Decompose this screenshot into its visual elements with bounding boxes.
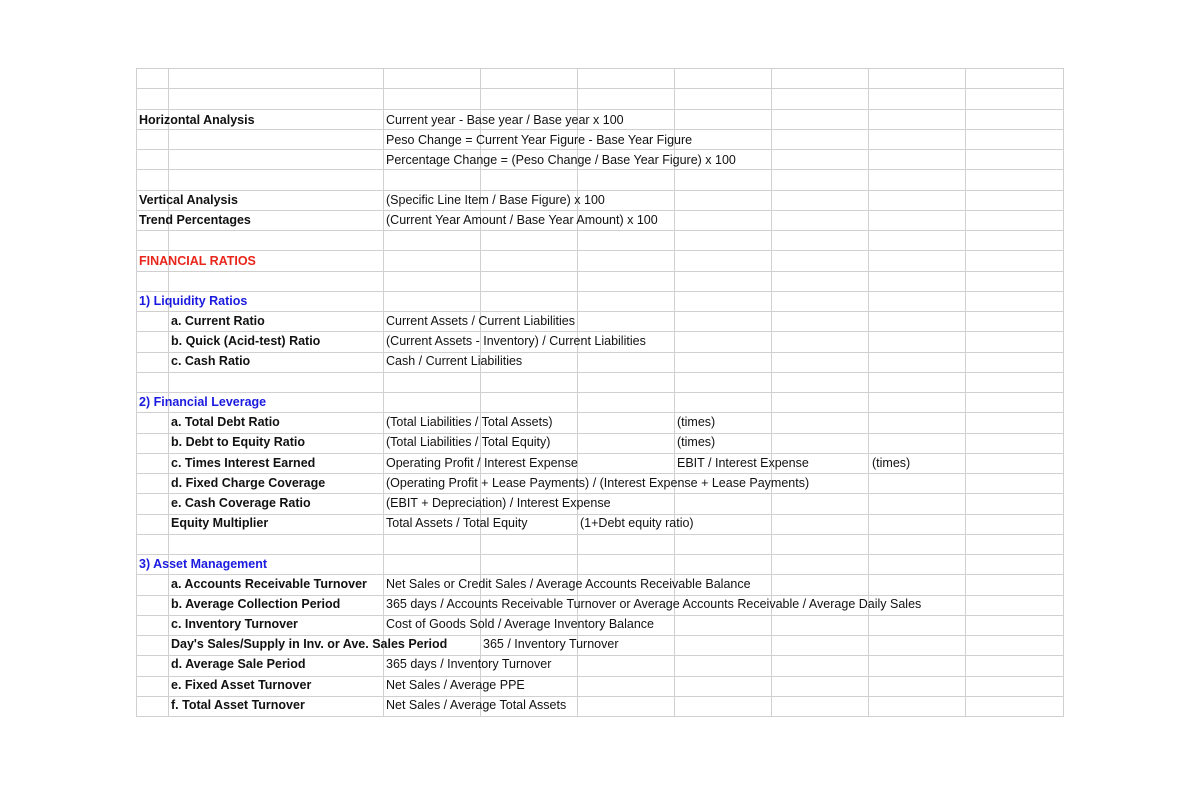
debt-equity-ratio-label: b. Debt to Equity Ratio	[171, 435, 306, 449]
grid-column-line	[771, 68, 772, 716]
grid-row-line	[136, 230, 1064, 231]
avg-collection-period-formula: 365 days / Accounts Receivable Turnover or Average Accounts Receivable / Average Daily Sales	[386, 597, 922, 611]
inventory-turnover-formula: Cost of Goods Sold / Average Inventory Balance	[386, 617, 654, 631]
vertical-analysis-formula: (Specific Line Item / Base Figure) x 100	[386, 193, 605, 207]
total-asset-turnover-label: f. Total Asset Turnover	[171, 698, 305, 712]
fixed-asset-turnover-label: e. Fixed Asset Turnover	[171, 678, 312, 692]
times-interest-earned-label: c. Times Interest Earned	[171, 456, 316, 470]
equity-multiplier-label: Equity Multiplier	[171, 516, 269, 530]
vertical-analysis-label: Vertical Analysis	[139, 193, 238, 207]
total-debt-ratio-label: a. Total Debt Ratio	[171, 415, 280, 429]
liquidity-ratios-title: 1) Liquidity Ratios	[139, 294, 248, 308]
grid-column-line	[965, 68, 966, 716]
grid-row-line	[136, 352, 1064, 353]
fixed-asset-turnover-formula: Net Sales / Average PPE	[386, 678, 525, 692]
peso-change-formula: Peso Change = Current Year Figure - Base Year Figure	[386, 133, 693, 147]
times-interest-earned-unit: (times)	[872, 456, 911, 470]
grid-row-line	[136, 88, 1064, 89]
grid-row-line	[136, 250, 1064, 251]
fixed-charge-coverage-label: d. Fixed Charge Coverage	[171, 476, 326, 490]
cash-ratio-formula: Cash / Current Liabilities	[386, 354, 523, 368]
grid-row-line	[136, 392, 1064, 393]
avg-sale-period-formula: 365 days / Inventory Turnover	[386, 657, 552, 671]
equity-multiplier-alt: (1+Debt equity ratio)	[580, 516, 694, 530]
quick-ratio-formula: (Current Assets - Inventory) / Current Liabilities	[386, 334, 646, 348]
asset-management-title: 3) Asset Management	[139, 557, 268, 571]
percentage-change-formula: Percentage Change = (Peso Change / Base Year Figure) x 100	[386, 153, 736, 167]
times-interest-earned-formula: Operating Profit / Interest Expense	[386, 456, 578, 470]
days-sales-label: Day's Sales/Supply in Inv. or Ave. Sales Period	[171, 637, 448, 651]
cash-coverage-ratio-formula: (EBIT + Depreciation) / Interest Expense	[386, 496, 611, 510]
cash-ratio-label: c. Cash Ratio	[171, 354, 251, 368]
grid-row-line	[136, 311, 1064, 312]
quick-ratio-label: b. Quick (Acid-test) Ratio	[171, 334, 321, 348]
days-sales-formula: 365 / Inventory Turnover	[483, 637, 619, 651]
grid-row-line	[136, 554, 1064, 555]
total-debt-ratio-unit: (times)	[677, 415, 716, 429]
times-interest-earned-alt: EBIT / Interest Expense	[677, 456, 809, 470]
horizontal-analysis-formula: Current year - Base year / Base year x 100	[386, 113, 624, 127]
grid-row-line	[136, 291, 1064, 292]
total-asset-turnover-formula: Net Sales / Average Total Assets	[386, 698, 567, 712]
grid-row-line	[136, 716, 1064, 717]
grid-column-line	[1063, 68, 1064, 716]
ar-turnover-label: a. Accounts Receivable Turnover	[171, 577, 367, 591]
financial-leverage-title: 2) Financial Leverage	[139, 395, 267, 409]
debt-equity-ratio-formula: (Total Liabilities / Total Equity)	[386, 435, 551, 449]
grid-row-line	[136, 534, 1064, 535]
current-ratio-label: a. Current Ratio	[171, 314, 265, 328]
avg-collection-period-label: b. Average Collection Period	[171, 597, 341, 611]
debt-equity-ratio-unit: (times)	[677, 435, 716, 449]
ar-turnover-formula: Net Sales or Credit Sales / Average Accounts Receivable Balance	[386, 577, 751, 591]
grid-row-line	[136, 372, 1064, 373]
spreadsheet-grid	[136, 68, 1064, 716]
grid-row-line	[136, 271, 1064, 272]
grid-row-line	[136, 68, 1064, 69]
total-debt-ratio-formula: (Total Liabilities / Total Assets)	[386, 415, 553, 429]
avg-sale-period-label: d. Average Sale Period	[171, 657, 306, 671]
equity-multiplier-formula: Total Assets / Total Equity	[386, 516, 528, 530]
trend-percentages-label: Trend Percentages	[139, 213, 251, 227]
horizontal-analysis-label: Horizontal Analysis	[139, 113, 255, 127]
financial-ratios-title: FINANCIAL RATIOS	[139, 254, 256, 268]
inventory-turnover-label: c. Inventory Turnover	[171, 617, 298, 631]
grid-column-line	[868, 68, 869, 716]
current-ratio-formula: Current Assets / Current Liabilities	[386, 314, 575, 328]
cash-coverage-ratio-label: e. Cash Coverage Ratio	[171, 496, 311, 510]
trend-percentages-formula: (Current Year Amount / Base Year Amount) x 100	[386, 213, 658, 227]
fixed-charge-coverage-formula: (Operating Profit + Lease Payments) / (Interest Expense + Lease Payments)	[386, 476, 810, 490]
